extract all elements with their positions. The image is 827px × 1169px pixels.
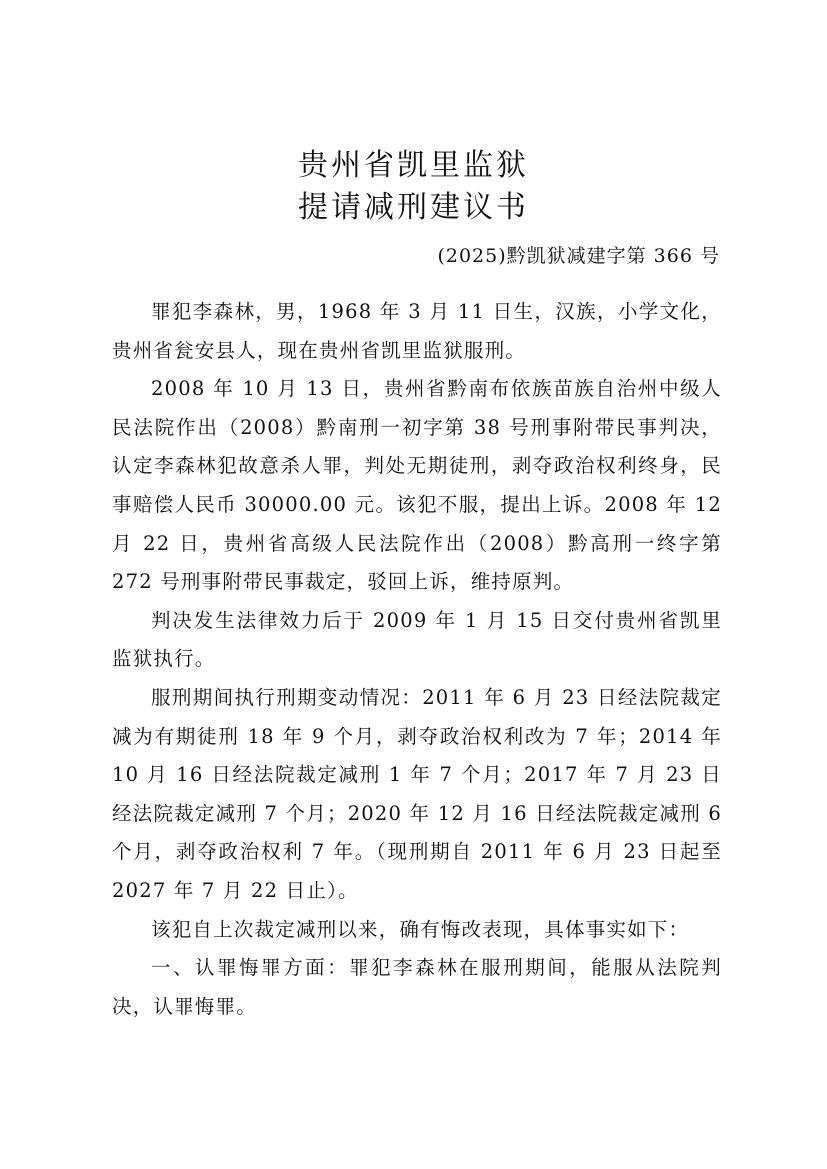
document-title-line-1: 贵州省凯里监狱 <box>298 148 529 183</box>
document-title-line-2: 提请减刑建议书 <box>298 190 529 225</box>
document-number: (2025)黔凯狱减建字第 366 号 <box>437 245 720 267</box>
paragraph-offender-info: 罪犯李森林，男，1968 年 3 月 11 日生，汉族，小学文化，贵州省瓮安县人，现在贵州省凯里监狱服刑。 <box>112 300 722 362</box>
paragraph-repentance-intro: 该犯自上次裁定减刑以来，确有悔改表现，具体事实如下： <box>151 917 690 941</box>
paragraph-judgment-history: 2008 年 10 月 13 日，贵州省黔南布依族苗族自治州中级人民法院作出（2008）黔南刑一初字第 38 号刑事附带民事判决，认定李森林犯故意杀人罪，判处无期徒刑，剥夺政治权利终身，民事赔偿人民币 30000.00 元。该犯不服，提出上诉。2008 年 12 月 22 日，贵州省高级人民法院作出（2008）黔高刑一终字第 272 号刑事附带民事裁定，驳回上诉，维持原判。 <box>112 377 722 594</box>
paragraph-sentence-changes: 服刑期间执行刑期变动情况：2011 年 6 月 23 日经法院裁定减为有期徒刑 18 年 9 个月，剥夺政治权利改为 7 年；2014 年 10 月 16 日经法院裁定减刑 1 年 7 个月；2017 年 7 月 23 日经法院裁定减刑 7 个月；2020 年 12 月 16 日经法院裁定减刑 6 个月，剥夺政治权利 7 年。（现刑期自 2011 年 6 月 23 日起至 2027 年 7 月 22 日止）。 <box>112 685 722 902</box>
paragraph-delivery: 判决发生法律效力后于 2009 年 1 月 15 日交付贵州省凯里监狱执行。 <box>112 608 722 671</box>
document-body <box>112 293 722 1026</box>
paragraph-admission-of-guilt: 一、认罪悔罪方面：罪犯李森林在服刑期间，能服从法院判决，认罪悔罪。 <box>112 956 722 1018</box>
